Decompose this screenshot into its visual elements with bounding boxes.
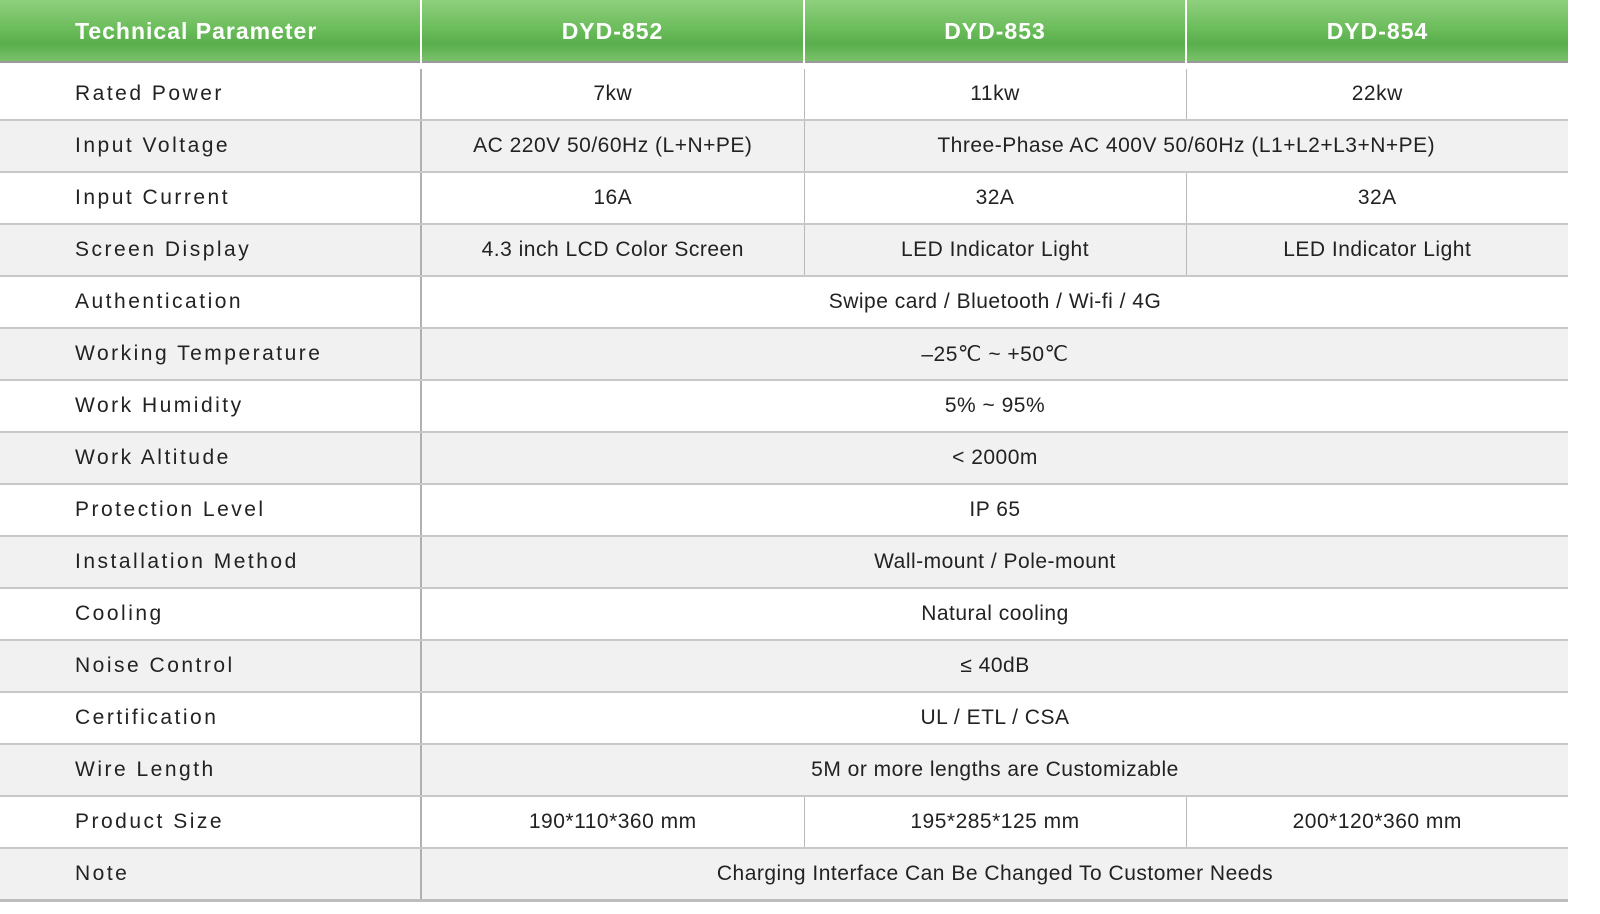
parameter-label: Wire Length (0, 744, 421, 796)
parameter-value: 32A (1186, 172, 1568, 224)
table-row (0, 848, 1568, 901)
parameter-label: Work Humidity (0, 380, 421, 432)
table-row (0, 224, 1568, 276)
parameter-value: AC 220V 50/60Hz (L+N+PE) (421, 120, 804, 172)
parameter-value: 7kw (421, 66, 804, 120)
parameter-value: 200*120*360 mm (1186, 796, 1568, 848)
parameter-value: Wall-mount / Pole-mount (421, 536, 1568, 588)
parameter-label: Rated Power (0, 66, 421, 120)
parameter-label: Screen Display (0, 224, 421, 276)
table-row (0, 588, 1568, 640)
header-model-dyd-854: DYD-854 (1186, 0, 1568, 66)
parameter-value: –25℃ ~ +50℃ (421, 328, 1568, 380)
table-row (0, 744, 1568, 796)
table-row (0, 640, 1568, 692)
parameter-value: 16A (421, 172, 804, 224)
parameter-label: Input Voltage (0, 120, 421, 172)
header-row (0, 0, 1568, 66)
parameter-value: 4.3 inch LCD Color Screen (421, 224, 804, 276)
parameter-value: 22kw (1186, 66, 1568, 120)
parameter-label: Input Current (0, 172, 421, 224)
table-row (0, 276, 1568, 328)
parameter-value: 190*110*360 mm (421, 796, 804, 848)
parameter-value: IP 65 (421, 484, 1568, 536)
header-model-dyd-853: DYD-853 (804, 0, 1186, 66)
parameter-value: Three-Phase AC 400V 50/60Hz (L1+L2+L3+N+PE) (804, 120, 1568, 172)
table-row (0, 432, 1568, 484)
parameter-label: Protection Level (0, 484, 421, 536)
parameter-label: Certification (0, 692, 421, 744)
table-row (0, 536, 1568, 588)
parameter-value: 5M or more lengths are Customizable (421, 744, 1568, 796)
table-row (0, 692, 1568, 744)
parameter-label: Noise Control (0, 640, 421, 692)
parameter-value: Charging Interface Can Be Changed To Customer Needs (421, 848, 1568, 901)
parameter-label: Note (0, 848, 421, 901)
parameter-value: Swipe card / Bluetooth / Wi-fi / 4G (421, 276, 1568, 328)
parameter-label: Authentication (0, 276, 421, 328)
table-row (0, 484, 1568, 536)
spec-table-body (0, 66, 1568, 901)
parameter-value: Natural cooling (421, 588, 1568, 640)
parameter-value: 11kw (804, 66, 1186, 120)
table-row (0, 380, 1568, 432)
parameter-value: ≤ 40dB (421, 640, 1568, 692)
parameter-label: Work Altitude (0, 432, 421, 484)
header-parameter: Technical Parameter (0, 0, 421, 66)
parameter-value: 32A (804, 172, 1186, 224)
spec-table-header (0, 0, 1568, 66)
table-row (0, 120, 1568, 172)
parameter-value: < 2000m (421, 432, 1568, 484)
parameter-label: Working Temperature (0, 328, 421, 380)
parameter-value: LED Indicator Light (804, 224, 1186, 276)
parameter-value: LED Indicator Light (1186, 224, 1568, 276)
table-row (0, 172, 1568, 224)
parameter-label: Installation Method (0, 536, 421, 588)
table-row (0, 796, 1568, 848)
parameter-value: UL / ETL / CSA (421, 692, 1568, 744)
parameter-label: Product Size (0, 796, 421, 848)
parameter-value: 5% ~ 95% (421, 380, 1568, 432)
header-model-dyd-852: DYD-852 (421, 0, 804, 66)
table-row (0, 328, 1568, 380)
table-row (0, 66, 1568, 120)
parameter-label: Cooling (0, 588, 421, 640)
parameter-value: 195*285*125 mm (804, 796, 1186, 848)
